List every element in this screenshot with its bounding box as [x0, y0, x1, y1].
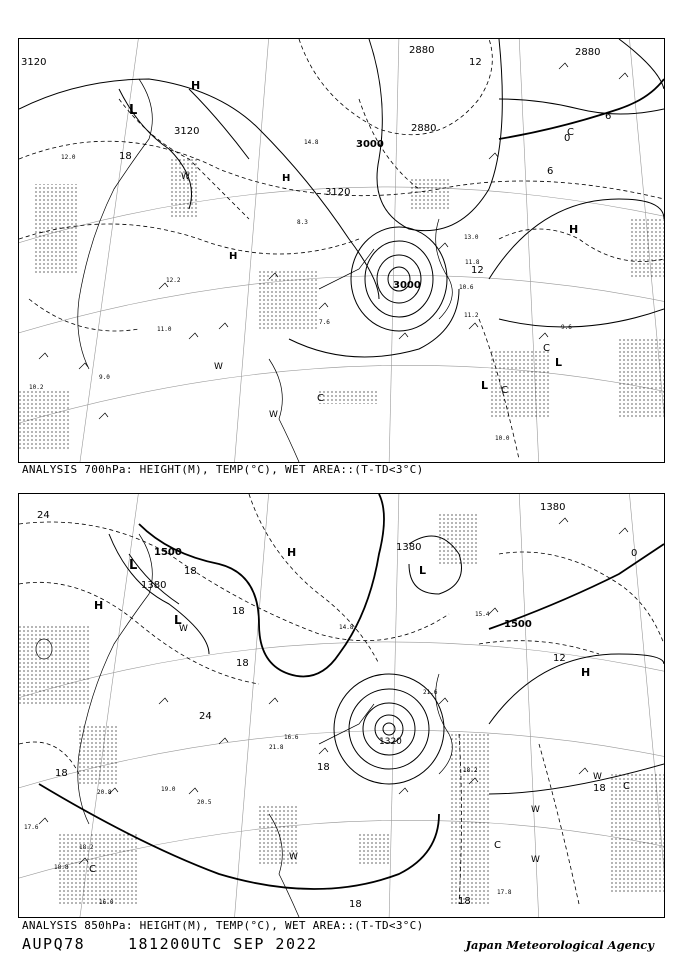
height-label: 1500 — [154, 547, 182, 558]
cyclone-contours-700 — [351, 227, 447, 331]
pressure-center: H — [581, 666, 591, 679]
agency-name: Japan Meteorological Agency — [465, 938, 654, 952]
isotherm-label: 18 — [349, 899, 362, 910]
station-obs: 12.0 — [61, 154, 76, 161]
isotherm-label: 24 — [199, 711, 212, 722]
height-label: 3000 — [393, 280, 421, 291]
height-label: 2880 — [411, 123, 437, 134]
station-obs: 7.6 — [319, 319, 330, 326]
temp-marker: W — [179, 624, 188, 634]
map-850hpa-svg — [19, 494, 664, 917]
height-contours-850 — [39, 494, 664, 889]
station-obs: 15.4 — [475, 611, 490, 618]
station-obs: 16.0 — [99, 899, 114, 906]
pressure-center: H — [569, 223, 579, 236]
isotherm-label: 18 — [458, 896, 471, 907]
map-700hpa-svg — [19, 39, 664, 462]
caption-850hpa: ANALYSIS 850hPa: HEIGHT(M), TEMP(°C), WET AREA::(T-TD<3°C) — [22, 919, 424, 932]
station-obs: 10.2 — [29, 384, 44, 391]
station-obs: 20.5 — [197, 799, 212, 806]
station-obs: 14.8 — [339, 624, 354, 631]
station-obs: 13.0 — [464, 234, 479, 241]
wet-area-850 — [19, 514, 664, 904]
height-label: 3000 — [356, 139, 384, 150]
temp-marker: W — [531, 855, 540, 865]
station-obs: 10.6 — [459, 284, 474, 291]
station-obs: 18.2 — [79, 844, 94, 851]
isotherm-label: 18 — [593, 783, 606, 794]
station-obs: 9.6 — [561, 324, 572, 331]
isotherm-label: 6 — [605, 111, 612, 122]
station-obs: 11.0 — [157, 326, 172, 333]
station-obs: 18.2 — [463, 767, 478, 774]
station-obs: 21.6 — [423, 689, 438, 696]
pressure-center: L — [555, 356, 563, 369]
isotherm-label: 18 — [184, 566, 197, 577]
isotherm-label: 0 — [631, 548, 638, 559]
temp-marker: C — [543, 343, 550, 354]
isotherm-label: 12 — [469, 57, 482, 68]
pressure-center: H — [94, 599, 104, 612]
height-label: 2880 — [575, 47, 601, 58]
pressure-center: H — [282, 173, 291, 184]
station-obs: 11.8 — [465, 259, 480, 266]
station-obs: 11.2 — [464, 312, 479, 319]
temp-marker: C — [89, 864, 96, 875]
pressure-center: L — [129, 558, 138, 573]
temp-marker: W — [269, 410, 278, 420]
station-obs: 20.8 — [97, 789, 112, 796]
pressure-center: H — [191, 79, 201, 92]
height-label: 3120 — [21, 57, 47, 68]
isotherm-label: 12 — [553, 653, 566, 664]
pressure-center: L — [481, 379, 489, 392]
height-label: 2880 — [409, 45, 435, 56]
isotherm-label: 18 — [232, 606, 245, 617]
map-panel-850hpa — [18, 493, 665, 918]
map-panel-700hpa — [18, 38, 665, 463]
station-obs: 14.8 — [304, 139, 319, 146]
temp-marker: W — [531, 805, 540, 815]
temp-marker: C — [494, 840, 501, 851]
temp-marker: C — [567, 127, 574, 138]
height-label: 1500 — [504, 619, 532, 630]
height-contours-700 — [19, 39, 664, 357]
pressure-center: L — [129, 103, 138, 118]
station-obs: 19.0 — [161, 786, 176, 793]
isotherm-label: 18 — [55, 768, 68, 779]
temp-marker: W — [593, 772, 602, 782]
pressure-center: L — [419, 564, 427, 577]
station-obs: 16.6 — [284, 734, 299, 741]
pressure-center: H — [229, 251, 238, 262]
station-obs: 17.8 — [497, 889, 512, 896]
temp-marker: C — [317, 393, 324, 404]
isotherm-label: 18 — [236, 658, 249, 669]
station-obs: 8.3 — [297, 219, 308, 226]
station-obs: 10.0 — [495, 435, 510, 442]
station-obs: 18.8 — [54, 864, 69, 871]
isotherm-label: 0 — [564, 133, 571, 144]
pressure-center: L — [174, 613, 182, 627]
height-label: 1380 — [396, 542, 422, 553]
caption-700hpa: ANALYSIS 700hPa: HEIGHT(M), TEMP(°C), WET AREA::(T-TD<3°C) — [22, 463, 424, 476]
isotherm-label: 18 — [119, 151, 132, 162]
temp-marker: W — [289, 852, 298, 862]
station-obs: 17.6 — [24, 824, 39, 831]
temp-marker: W — [214, 362, 223, 372]
analysis-timestamp: 181200UTC SEP 2022 — [128, 935, 318, 953]
pressure-center: H — [287, 546, 297, 559]
temp-marker: W — [181, 172, 190, 182]
isotherm-label: 18 — [317, 762, 330, 773]
isotherm-label: 6 — [547, 166, 554, 177]
height-label: 1320 — [379, 737, 402, 747]
isotherm-label: 12 — [471, 265, 484, 276]
height-label: 3120 — [325, 187, 351, 198]
height-label: 3120 — [174, 126, 200, 137]
height-label: 1380 — [141, 580, 167, 591]
temp-marker: C — [623, 781, 630, 792]
isotherm-label: 24 — [37, 510, 50, 521]
temp-marker: C — [501, 385, 508, 396]
station-obs: 9.0 — [99, 374, 110, 381]
height-label: 1380 — [540, 502, 566, 513]
chart-code: AUPQ78 — [22, 935, 86, 953]
station-obs: 21.8 — [269, 744, 284, 751]
station-obs: 12.2 — [166, 277, 181, 284]
